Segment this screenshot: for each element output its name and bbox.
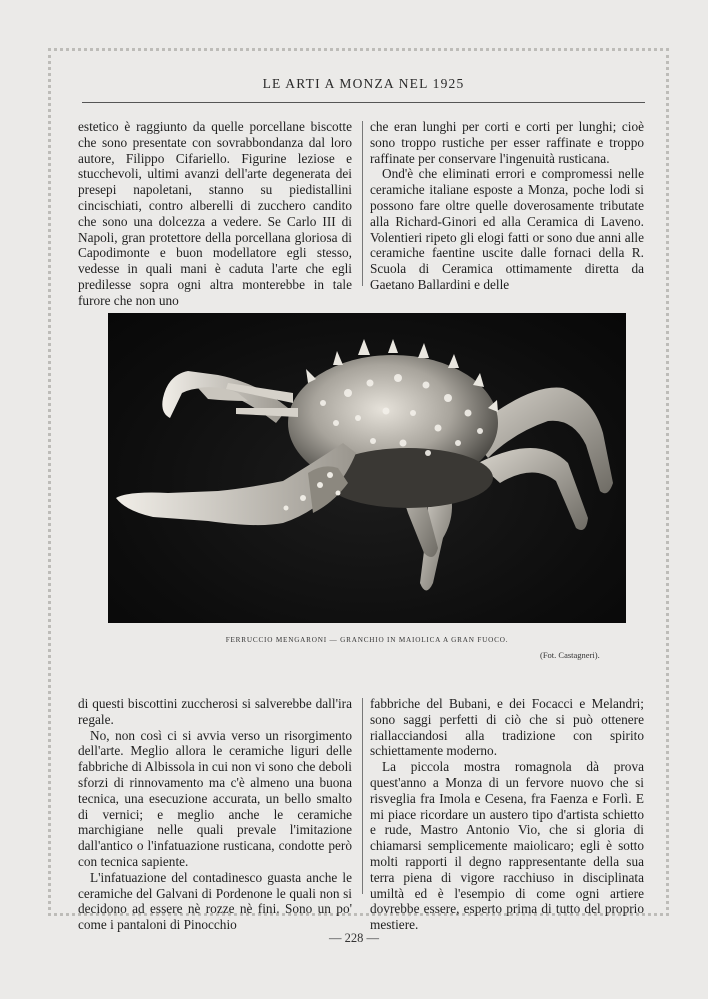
top-right-column [370,119,644,292]
figure-caption: FERRUCCIO MENGARONI — GRANCHIO IN MAIOLICA A GRAN FUOCO. [225,636,509,644]
paragraph: La piccola mostra romagnola dà prova quest'anno a Monza di un fervore nuovo che si risveglia fra Imola e Cesena, fra Faenza e Forlì. E mi piace ricordare un austero tipo d'artista schietto e rude, Mastro Antonio Vio, che si gloria di chiamarsi semplicemente maiolicaro; egli è sotto molti rapporti il degno rappresentante della sua terra piena di vigore racchiuso in disciplinata umiltà ed è l'esempio di come ogni artiere dovrebbe essere, esperto prima di tutto del proprio mestiere. [370,759,644,933]
column-divider [362,698,363,894]
bottom-left-column [78,696,352,933]
crab-photograph [108,313,626,623]
running-head: LE ARTI A MONZA NEL 1925 [262,76,465,91]
paragraph: Ond'è che eliminati errori e compromessi nelle ceramiche italiane esposte a Monza, poche lodi si possono fare oltre quelle doverosamente tributate alla Richard-Ginori ed alla Ceramica di Laveno. Volentieri ripeto gli elogi fatti or sono due anni alle ceramiche faentine uscite dalle fornaci della R. Scuola di Ceramica ottimamente diretta da Gaetano Ballardini e delle [370,166,644,292]
top-left-column [78,119,352,308]
paragraph: No, non così ci si avvia verso un risorgimento dell'arte. Meglio allora le ceramiche liguri delle fabbriche di Albissola in cui non vi sono che deboli sforzi di rinnovamento ma c'è almeno una buona tecnica, una esecuzione accurata, un bello smalto di vernici; e meglio anche le ceramiche marchigiane nelle quali prevale l'imitazione dall'antico o l'infatuazione rusticana, condotte però con tecnica sapiente. [78,727,352,869]
paragraph: fabbriche del Bubani, e dei Focacci e Melandri; sono saggi perfetti di ciò che si può ottenere riallacciandosi alla tradizione con spirito schiettamente moderno. [370,696,644,759]
column-divider [362,121,363,286]
photo-credit: (Fot. Castagneri). [540,650,600,660]
paragraph: che eran lunghi per corti e corti per lunghi; cioè sono troppo rustiche per esser raffinate e troppo raffinate per conservare l'ingenuità rusticana. [370,119,644,166]
paragraph: di questi biscottini zuccherosi si salverebbe dall'ira regale. [78,696,352,727]
bottom-right-column [370,696,644,933]
header-rule [82,102,645,103]
paragraph: estetico è raggiunto da quelle porcellane biscotte che sono presentate con sovrabbondanza dal loro autore, Filippo Cifariello. Figurine leziose e stucchevoli, ultimi avanzi dell'arte degenerata dei presepi napoletani, stanno su piedistallini cincischiati, contro alberelli di zucchero candito che sono una dolcezza a vedere. Se Carlo III di Napoli, gran protettore della porcellana gloriosa di Capodimonte e buon modellatore egli stesso, vedesse in quali mani è caduta l'arte che egli predilesse sopra ogni altra monterebbe in tale furore che non uno [78,119,352,308]
page-number: — 228 — [329,931,379,945]
paragraph: L'infatuazione del contadinesco guasta anche le ceramiche del Galvani di Pordenone le quali non si decidono ad essere nè rozze nè fini. Sono un po' come i pantaloni di Pinocchio [78,869,352,933]
crab-illustration [108,313,626,623]
